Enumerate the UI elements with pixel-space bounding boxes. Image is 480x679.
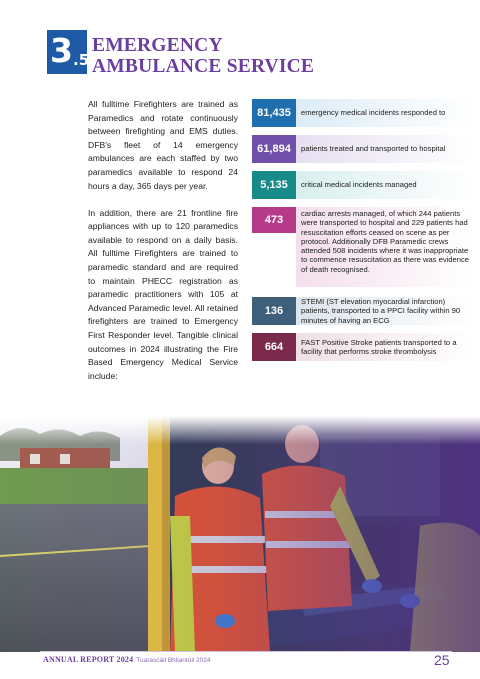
section-subnumber: .5 (73, 51, 90, 69)
body-paragraph-1: All fulltime Firefighters are trained as Paramedics and rotate continuously between firefighting and EMS duties. DFB's fleet of 14 emergency ambulances are each staffed by two paramedics available to respond 24 hours a day, 365 days per year. (88, 99, 238, 191)
page-title-line2: AMBULANCE SERVICE (92, 56, 315, 77)
stat-value: 81,435 (252, 99, 296, 127)
stat-critical (252, 171, 474, 199)
page-title-line1: EMERGENCY (92, 35, 223, 56)
page-title (92, 35, 314, 77)
footer-divider (40, 651, 452, 652)
stat-patients (252, 135, 474, 163)
body-paragraph-2: In addition, there are 21 frontline fire appliances with up to 120 paramedics available to respond on a daily basis. All fulltime Firefighters are trained to paramedic standard and are required to maintain PHECC registration as paramedic practitioners with 105 at Advanced Paramedic level. All retained firefighters are trained to Emergency First Responder level. Tangible clinical outcomes in 2024 illustrating the Fire Based Emergency Medical Service include: (88, 207, 238, 381)
page-number: 25 (434, 652, 450, 668)
stat-label: critical medical incidents managed (296, 171, 474, 199)
stat-value: 5,135 (252, 171, 296, 199)
footer-report-title (43, 655, 211, 664)
stat-stemi (252, 297, 474, 325)
stat-value: 61,894 (252, 135, 296, 163)
stat-value: 664 (252, 333, 296, 361)
body-text (88, 98, 238, 397)
stat-label: STEMI (ST elevation myocardial infarction) patients, transported to a PPCI facility within 90 minutes of having an ECG (296, 297, 474, 325)
stat-label: FAST Positive Stroke patients transported to a facility that performs stroke thrombolysis (296, 333, 474, 361)
paramedics-photo (0, 416, 480, 652)
stat-cardiac-arrests (252, 207, 474, 287)
section-number: 3 (50, 31, 73, 70)
stat-value: 136 (252, 297, 296, 325)
stat-label: patients treated and transported to hospital (296, 135, 474, 163)
section-number-badge (47, 30, 90, 74)
stat-label: emergency medical incidents responded to (296, 99, 474, 127)
stat-stroke (252, 333, 474, 361)
stat-value: 473 (252, 207, 296, 233)
stat-incidents (252, 99, 474, 127)
footer-irish-title: Tuarascáil Bhliantúil 2024 (136, 657, 211, 664)
footer-annual-report: ANNUAL REPORT 2024 (43, 655, 134, 664)
stat-label: cardiac arrests managed, of which 244 patients were transported to hospital and 229 patients had resuscitation efforts ceased on scene as per protocol. Additionally DFB Paramedic crews attended 508 incidents where it was inappropriate to commence resuscitation as there was evidence of death recognised. (296, 207, 474, 287)
